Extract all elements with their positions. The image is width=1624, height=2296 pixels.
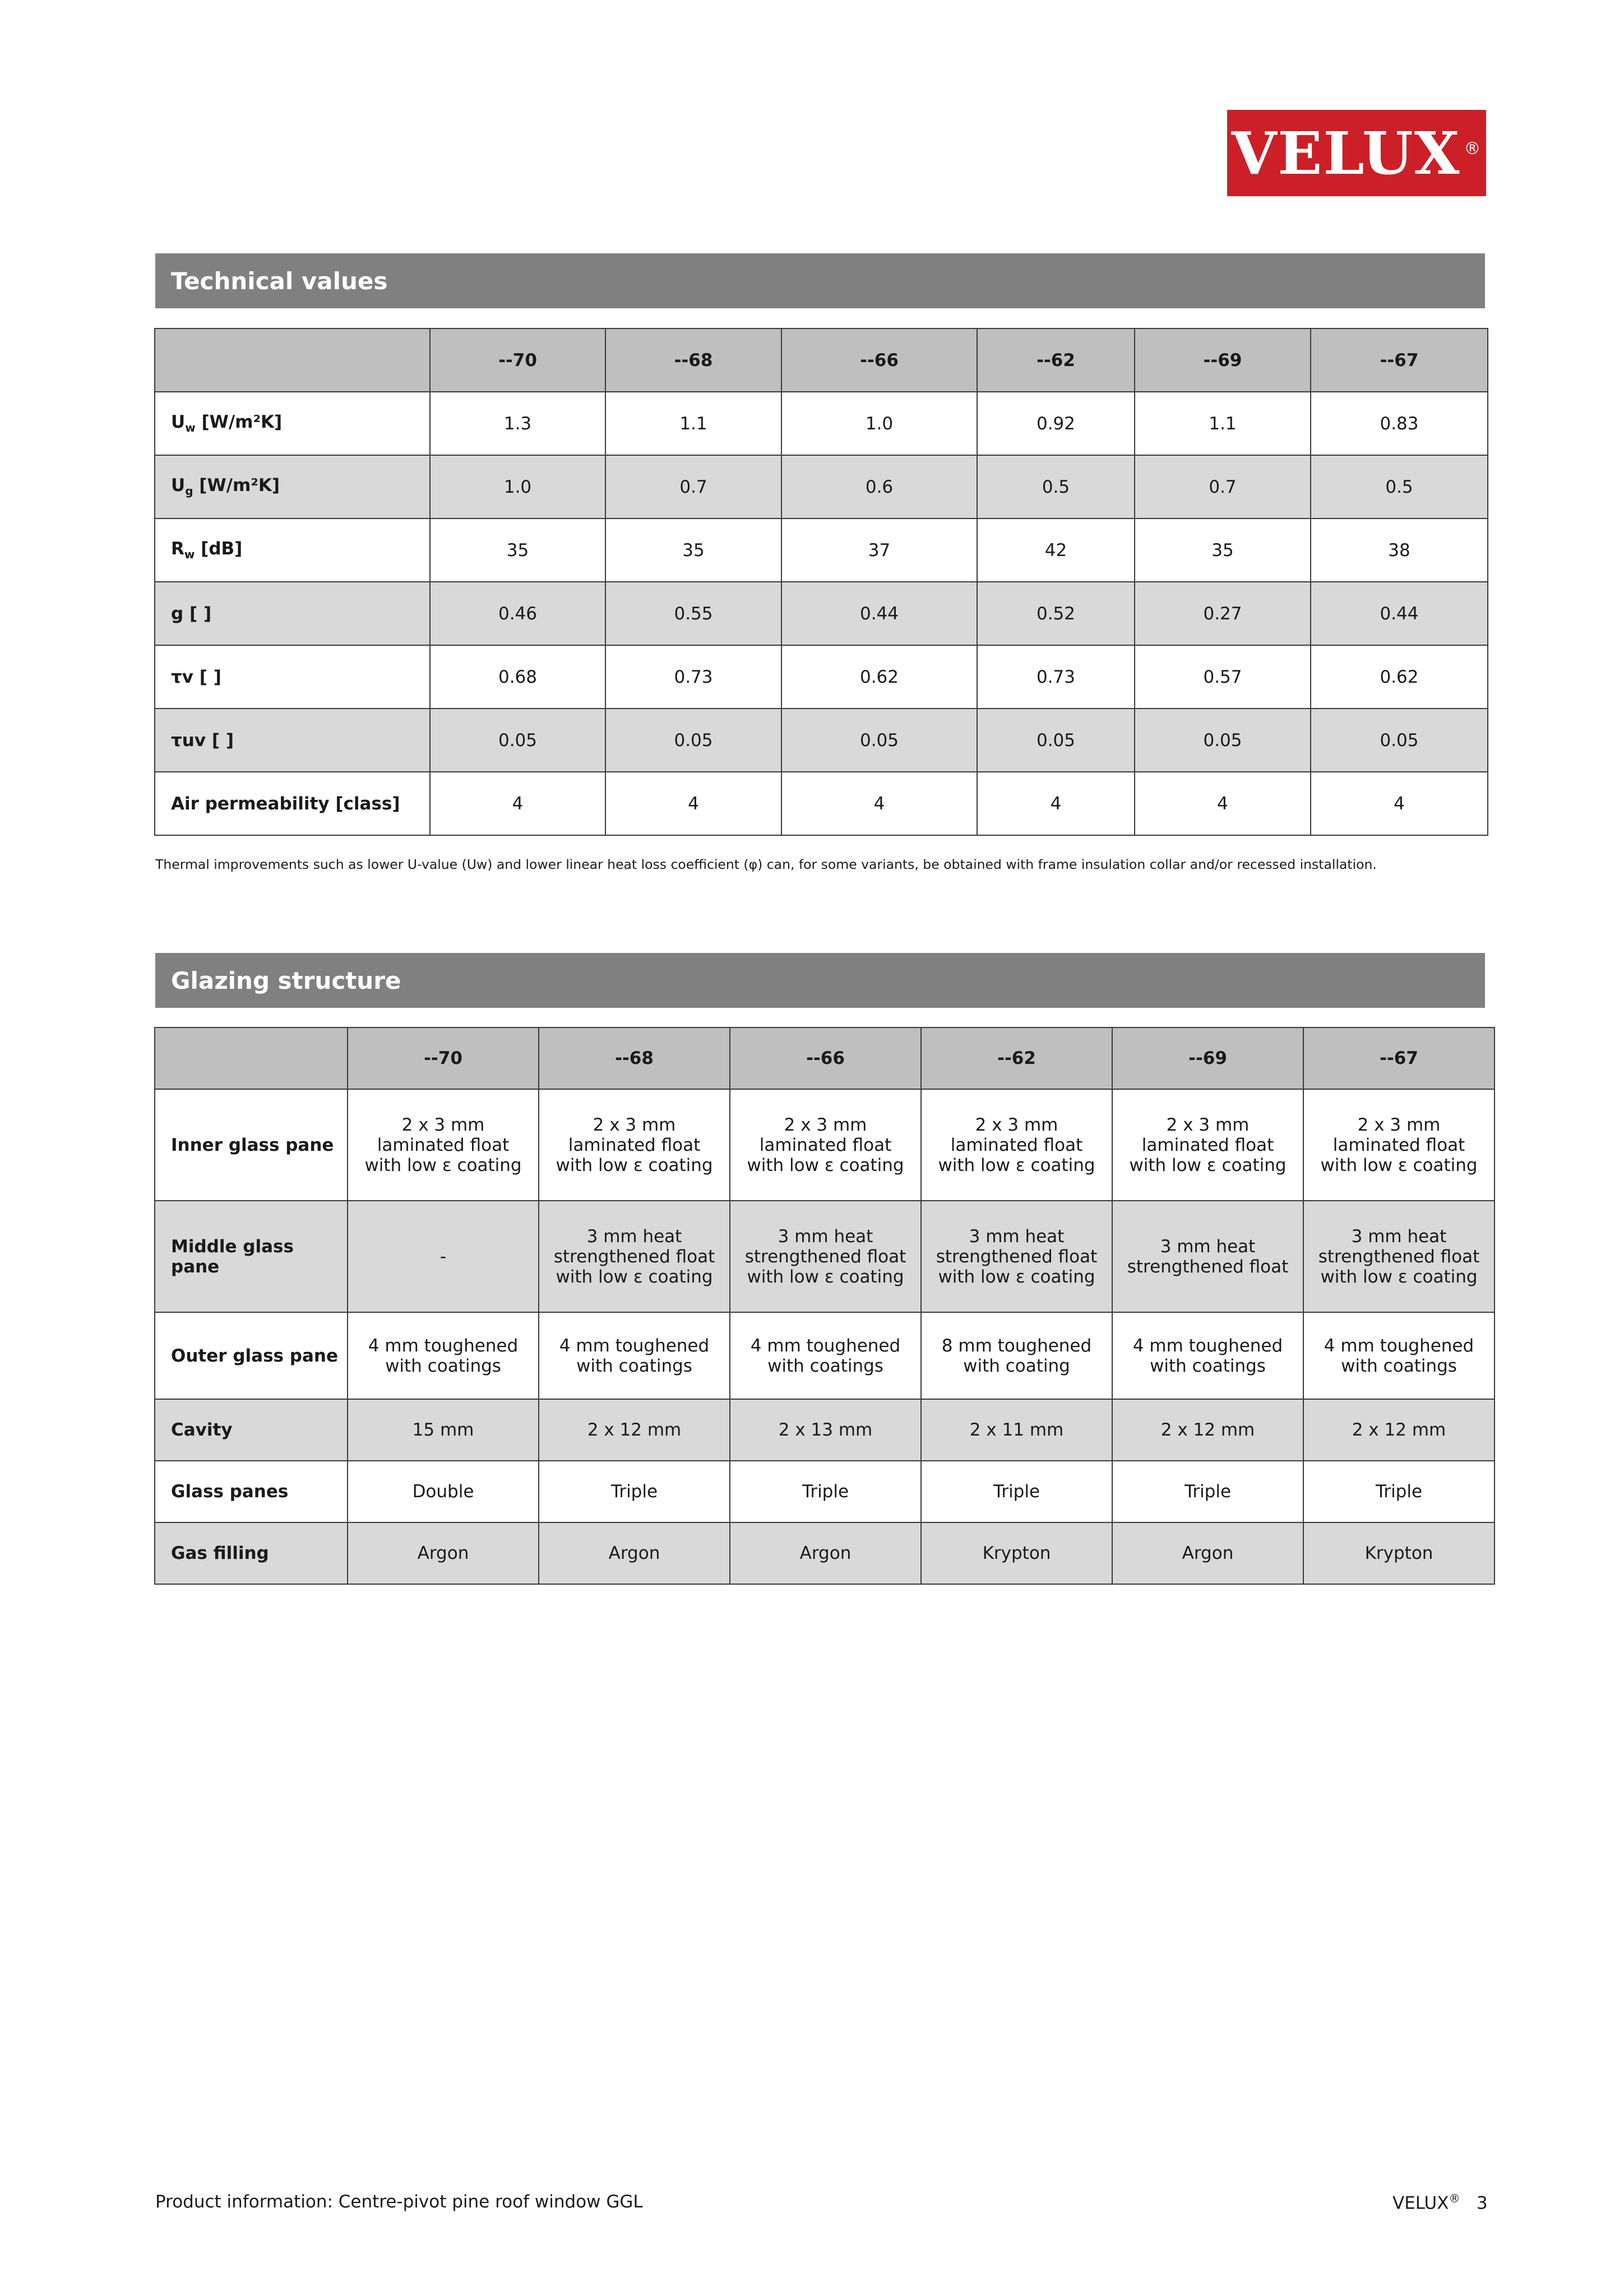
table-cell: 2 x 3 mm laminated float with low ε coating <box>730 1089 921 1201</box>
table-cell: 0.92 <box>977 392 1135 455</box>
row-label-middle-glass-pane: Middle glass pane <box>155 1201 348 1312</box>
table-cell: 15 mm <box>348 1399 539 1461</box>
table-cell: 38 <box>1311 519 1488 582</box>
table-cell: 3 mm heat strengthened float with low ε coating <box>921 1201 1112 1312</box>
table-cell: 0.83 <box>1311 392 1488 455</box>
table-cell: 0.5 <box>977 455 1135 519</box>
table-cell: 4 mm toughened with coatings <box>348 1312 539 1399</box>
row-label-tau-uv: τuv [ ] <box>155 709 430 772</box>
table-cell: - <box>348 1201 539 1312</box>
table-row <box>155 455 1488 519</box>
table-cell: 0.73 <box>977 645 1135 709</box>
column-header: --62 <box>977 328 1135 392</box>
table-cell: 0.44 <box>781 582 977 645</box>
row-label-ug: $U_g$ [W/m²K] <box>155 455 430 519</box>
table-cell: Argon <box>730 1522 921 1584</box>
logo-registered-mark: ® <box>1464 138 1482 159</box>
table-cell: 8 mm toughened with coating <box>921 1312 1112 1399</box>
table-cell: 2 x 11 mm <box>921 1399 1112 1461</box>
row-label-air-permeability: Air permeability [class] <box>155 772 430 835</box>
table-cell: Argon <box>1112 1522 1303 1584</box>
table-row <box>155 645 1488 709</box>
column-header: --70 <box>348 1027 539 1089</box>
table-row <box>155 1461 1495 1522</box>
page-number: 3 <box>1477 2193 1488 2214</box>
row-label-inner-glass-pane: Inner glass pane <box>155 1089 348 1201</box>
technical-values-table <box>154 328 1488 836</box>
column-header: --69 <box>1135 328 1311 392</box>
table-cell: 4 <box>977 772 1135 835</box>
technical-values-header: Technical values <box>155 253 1485 308</box>
table-cell: 0.68 <box>430 645 605 709</box>
table-cell: 0.55 <box>605 582 781 645</box>
table-cell: Triple <box>539 1461 730 1522</box>
table-cell: 3 mm heat strengthened float with low ε coating <box>539 1201 730 1312</box>
thermal-note: Thermal improvements such as lower U-value (Uw) and lower linear heat loss coefficient (φ) can, for some variants, be obtained with frame insulation collar and/or recessed installation. <box>155 857 1377 872</box>
row-label-cavity: Cavity <box>155 1399 348 1461</box>
row-label-outer-glass-pane: Outer glass pane <box>155 1312 348 1399</box>
table-cell: 0.7 <box>1135 455 1311 519</box>
table-cell: 1.0 <box>781 392 977 455</box>
table-cell: 35 <box>1135 519 1311 582</box>
table-cell: 35 <box>605 519 781 582</box>
table-cell: 0.27 <box>1135 582 1311 645</box>
column-header: --68 <box>605 328 781 392</box>
table-cell: 3 mm heat strengthened float with low ε coating <box>730 1201 921 1312</box>
table-cell: 1.3 <box>430 392 605 455</box>
footer-brand: VELUX <box>1392 2193 1449 2214</box>
glazing-structure-table <box>154 1027 1495 1585</box>
table-row <box>155 519 1488 582</box>
table-row <box>155 582 1488 645</box>
table-cell: 2 x 3 mm laminated float with low ε coating <box>1112 1089 1303 1201</box>
table-cell: 4 mm toughened with coatings <box>1303 1312 1495 1399</box>
table-cell: 0.05 <box>605 709 781 772</box>
table-cell: 3 mm heat strengthened float with low ε coating <box>1303 1201 1495 1312</box>
row-label-glass-panes: Glass panes <box>155 1461 348 1522</box>
row-label-rw: $R_w$ [dB] <box>155 519 430 582</box>
table-cell: 0.05 <box>1135 709 1311 772</box>
table-cell: 2 x 3 mm laminated float with low ε coating <box>921 1089 1112 1201</box>
table-cell: Krypton <box>921 1522 1112 1584</box>
technical-header-row <box>155 328 1488 392</box>
table-cell: 1.0 <box>430 455 605 519</box>
table-cell: 0.52 <box>977 582 1135 645</box>
column-header: --66 <box>781 328 977 392</box>
velux-logo <box>1227 110 1486 196</box>
table-row <box>155 709 1488 772</box>
row-label-uw: $U_w$ [W/m²K] <box>155 392 430 455</box>
table-cell: 35 <box>430 519 605 582</box>
table-cell: 42 <box>977 519 1135 582</box>
table-cell: 0.44 <box>1311 582 1488 645</box>
footer-product-info: Product information: Centre-pivot pine roof window GGL <box>155 2192 643 2212</box>
table-cell: 2 x 13 mm <box>730 1399 921 1461</box>
table-cell: 2 x 3 mm laminated float with low ε coating <box>539 1089 730 1201</box>
table-cell: Argon <box>539 1522 730 1584</box>
glazing-structure-header: Glazing structure <box>155 953 1485 1008</box>
table-cell: 2 x 3 mm laminated float with low ε coating <box>1303 1089 1495 1201</box>
table-cell: 0.05 <box>977 709 1135 772</box>
table-cell: 0.46 <box>430 582 605 645</box>
table-cell: 4 <box>1135 772 1311 835</box>
row-label-gas-filling: Gas filling <box>155 1522 348 1584</box>
corner-cell <box>155 1027 348 1089</box>
table-cell: 2 x 3 mm laminated float with low ε coating <box>348 1089 539 1201</box>
table-row <box>155 392 1488 455</box>
table-row <box>155 1201 1495 1312</box>
table-row <box>155 772 1488 835</box>
column-header: --67 <box>1303 1027 1495 1089</box>
corner-cell <box>155 328 430 392</box>
table-cell: 4 <box>781 772 977 835</box>
table-cell: 0.7 <box>605 455 781 519</box>
table-cell: 0.62 <box>781 645 977 709</box>
table-cell: 4 mm toughened with coatings <box>1112 1312 1303 1399</box>
table-cell: Krypton <box>1303 1522 1495 1584</box>
column-header: --67 <box>1311 328 1488 392</box>
table-cell: 4 <box>1311 772 1488 835</box>
table-cell: 0.05 <box>1311 709 1488 772</box>
table-cell: Argon <box>348 1522 539 1584</box>
table-cell: Triple <box>1303 1461 1495 1522</box>
table-cell: 4 mm toughened with coatings <box>730 1312 921 1399</box>
table-cell: 4 <box>605 772 781 835</box>
table-cell: 0.05 <box>430 709 605 772</box>
column-header: --70 <box>430 328 605 392</box>
table-cell: 0.62 <box>1311 645 1488 709</box>
table-row <box>155 1312 1495 1399</box>
column-header: --69 <box>1112 1027 1303 1089</box>
column-header: --68 <box>539 1027 730 1089</box>
row-label-tau-v: τv [ ] <box>155 645 430 709</box>
table-cell: 4 <box>430 772 605 835</box>
table-row <box>155 1089 1495 1201</box>
table-cell: 4 mm toughened with coatings <box>539 1312 730 1399</box>
table-cell: Triple <box>921 1461 1112 1522</box>
footer-registered-mark: ® <box>1449 2192 1460 2205</box>
table-row <box>155 1399 1495 1461</box>
table-cell: Double <box>348 1461 539 1522</box>
logo-text: VELUX <box>1231 118 1461 188</box>
column-header: --62 <box>921 1027 1112 1089</box>
column-header: --66 <box>730 1027 921 1089</box>
table-cell: 0.73 <box>605 645 781 709</box>
table-cell: 0.5 <box>1311 455 1488 519</box>
table-row <box>155 1522 1495 1584</box>
table-cell: 2 x 12 mm <box>1303 1399 1495 1461</box>
table-cell: 0.05 <box>781 709 977 772</box>
footer-brand-page <box>1392 2192 1488 2213</box>
table-cell: Triple <box>730 1461 921 1522</box>
table-cell: 0.57 <box>1135 645 1311 709</box>
table-cell: Triple <box>1112 1461 1303 1522</box>
glazing-header-row <box>155 1027 1495 1089</box>
table-cell: 2 x 12 mm <box>1112 1399 1303 1461</box>
table-cell: 2 x 12 mm <box>539 1399 730 1461</box>
table-cell: 0.6 <box>781 455 977 519</box>
table-cell: 1.1 <box>1135 392 1311 455</box>
row-label-g: g [ ] <box>155 582 430 645</box>
table-cell: 3 mm heat strengthened float <box>1112 1201 1303 1312</box>
table-cell: 37 <box>781 519 977 582</box>
table-cell: 1.1 <box>605 392 781 455</box>
